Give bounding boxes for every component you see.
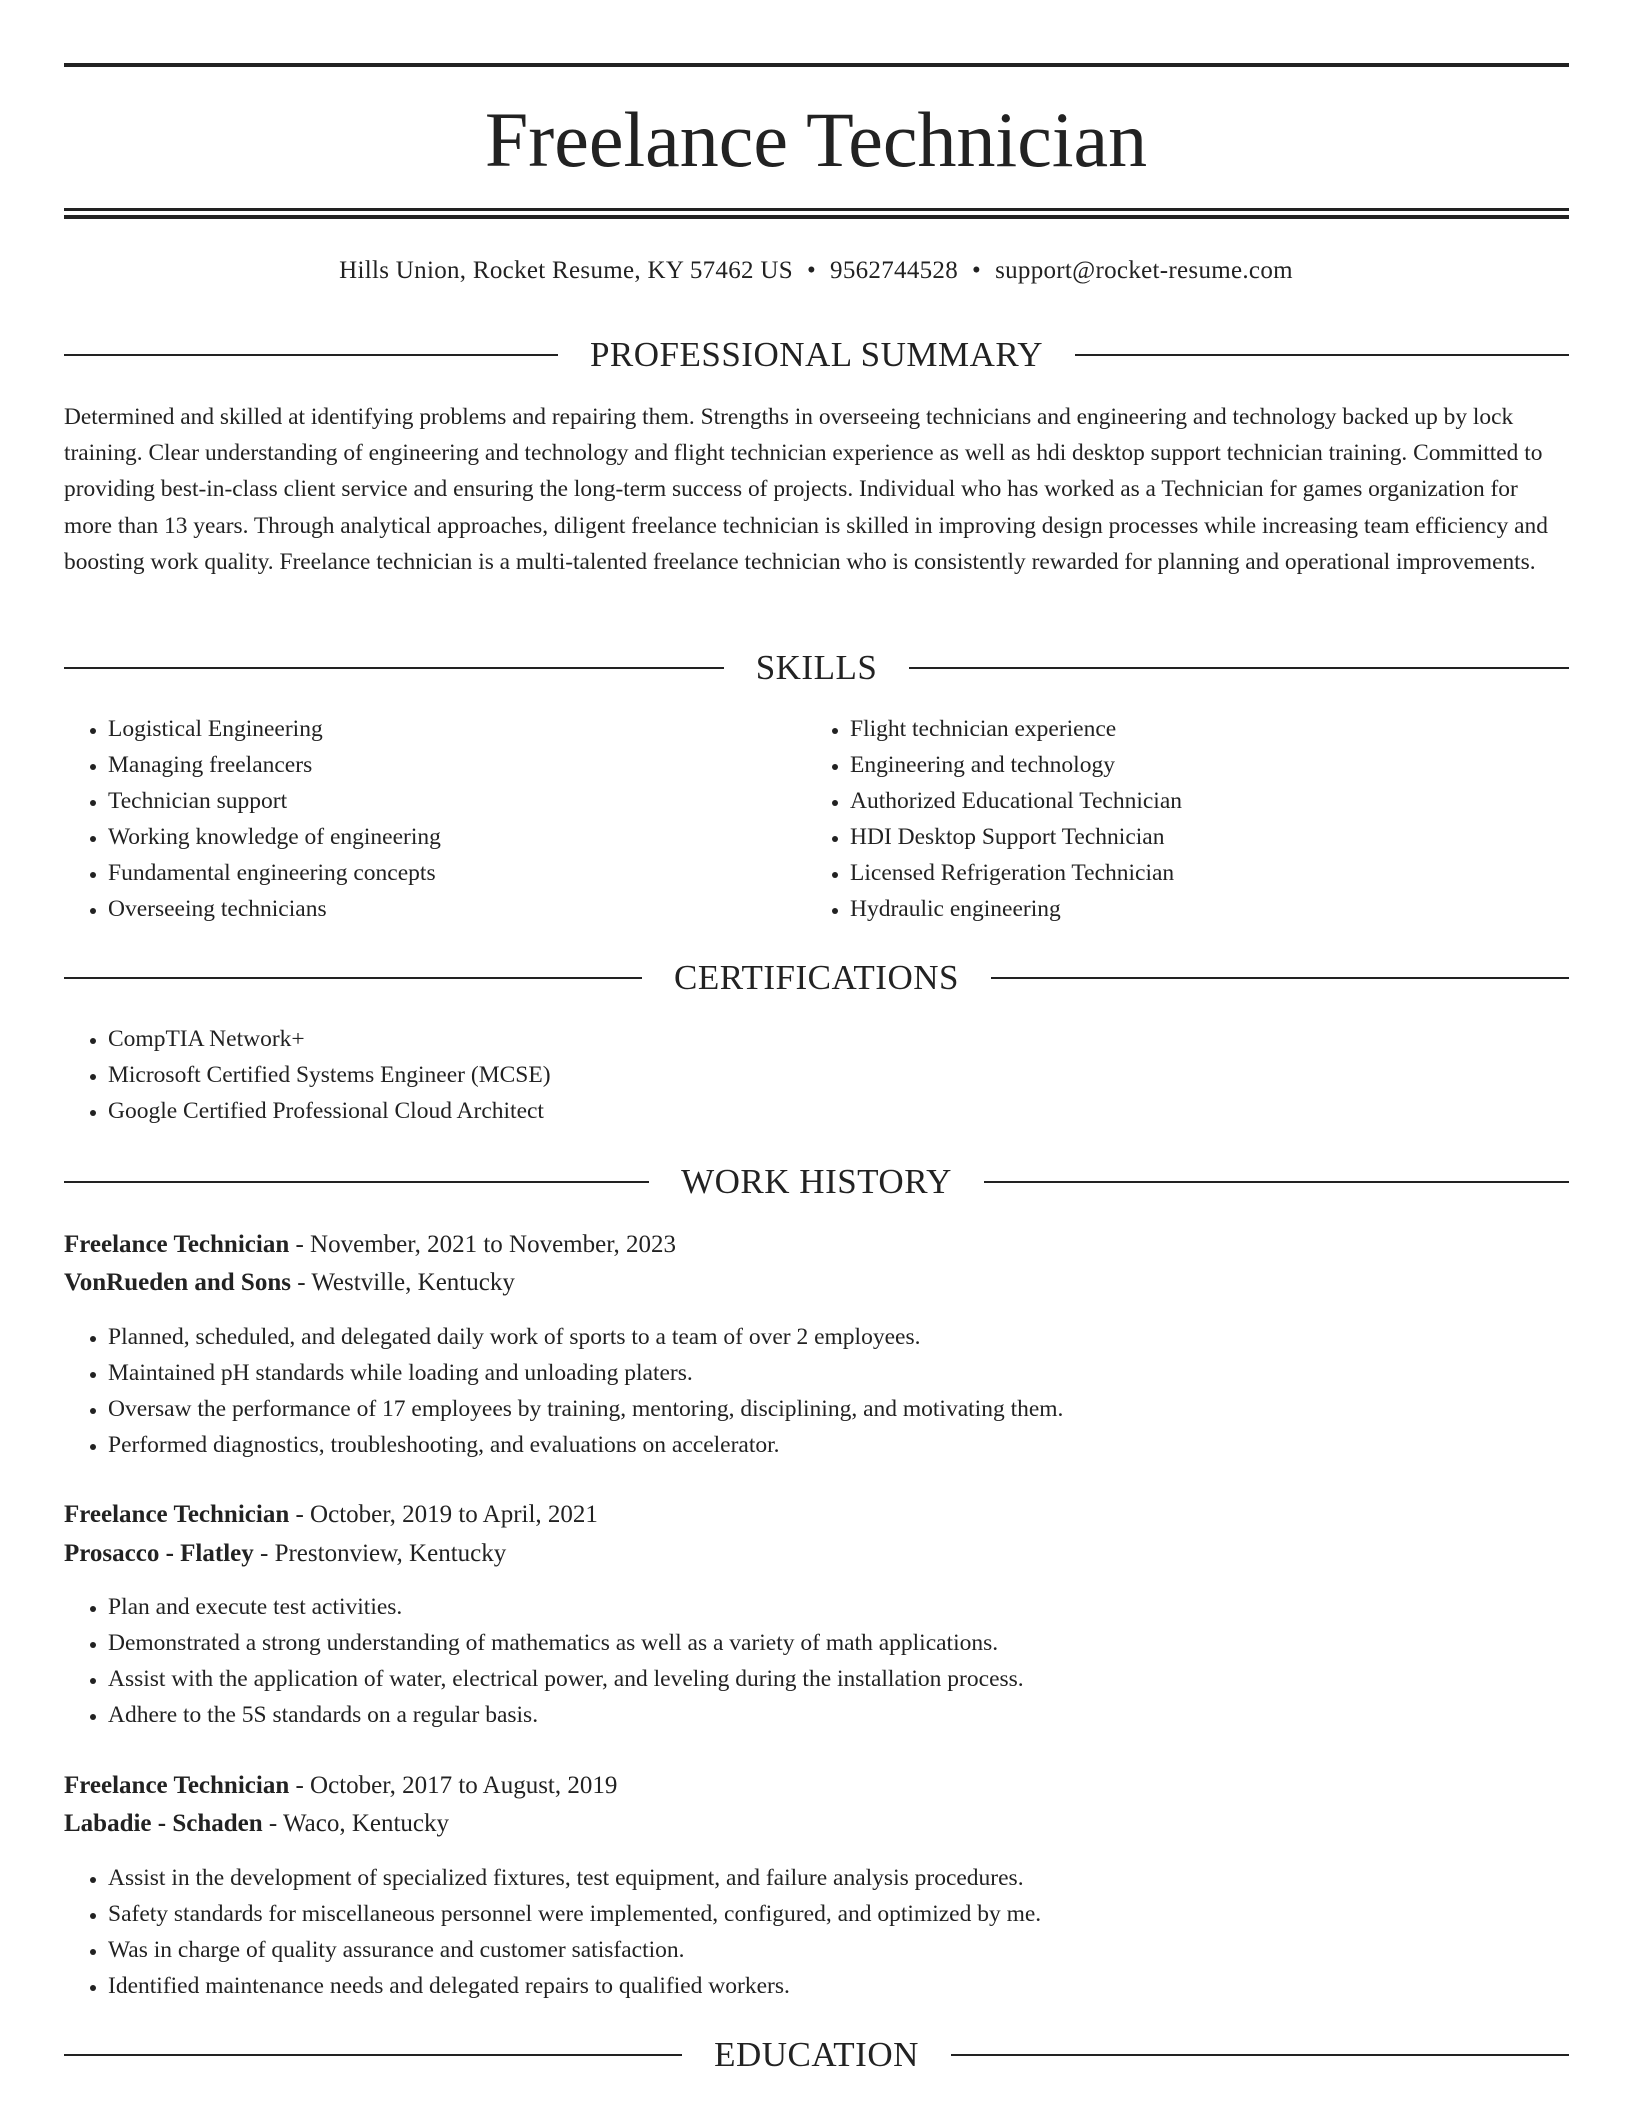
job-dates: - October, 2017 to August, 2019	[289, 1772, 618, 1799]
job-title-line	[64, 1767, 617, 1805]
job-bullet: • Oversaw the performance of 17 employees by training, mentoring, disciplining, and motivating them.	[108, 1391, 1063, 1427]
section-divider	[64, 977, 642, 979]
skill-item: • HDI Desktop Support Technician	[850, 819, 1182, 855]
job-bullet: • Performed diagnostics, troubleshooting, and evaluations on accelerator.	[108, 1427, 1063, 1463]
job-bullet: • Adhere to the 5S standards on a regular basis.	[108, 1697, 1024, 1733]
skill-item: • Technician support	[108, 783, 441, 819]
job-title: Freelance Technician	[64, 1501, 290, 1528]
job-bullet: • Identified maintenance needs and delegated repairs to qualified workers.	[108, 1968, 1041, 2004]
section-divider	[951, 2054, 1569, 2056]
section-divider	[64, 667, 724, 669]
title-rule-lower	[64, 215, 1569, 219]
section-divider	[991, 977, 1569, 979]
section-header-summary	[64, 333, 1569, 377]
section-divider	[1075, 354, 1569, 356]
skill-item: • Authorized Educational Technician	[850, 783, 1182, 819]
job-location: - Westville, Kentucky	[290, 1269, 515, 1296]
section-header-work	[64, 1160, 1569, 1204]
section-header-certifications	[64, 956, 1569, 1000]
top-rule	[64, 63, 1569, 67]
job-title: Freelance Technician	[64, 1772, 290, 1799]
certification-item: • CompTIA Network+	[108, 1021, 551, 1057]
contact-separator: •	[972, 257, 982, 284]
contact-phone: 9562744528	[830, 257, 959, 284]
title-rule-upper	[64, 208, 1569, 211]
certification-item: • Microsoft Certified Systems Engineer (MCSE)	[108, 1057, 551, 1093]
job-company-line	[64, 1805, 449, 1843]
certification-item: • Google Certified Professional Cloud Architect	[108, 1093, 551, 1129]
job-location: - Prestonview, Kentucky	[253, 1540, 507, 1567]
contact-line	[0, 253, 1632, 289]
skills-list-right	[806, 711, 1182, 927]
page-title: Freelance Technician	[484, 96, 1148, 183]
section-title-work: WORK HISTORY	[681, 1162, 952, 1201]
section-header-education	[64, 2033, 1569, 2077]
summary-paragraph: Determined and skilled at identifying problems and repairing them. Strengths in overseeing technicians and engineering and technology backed up by lock training. Clear understanding of engineering and technology and flight technician experience as well as hdi desktop support technician training. Committed to providing best-in-class client service and ensuring the long-term success of projects. Individual who has worked as a Technician for games organization for more than 13 years. Through analytical approaches, diligent freelance technician is skilled in improving design processes while increasing team efficiency and boosting work quality. Freelance technician is a multi-talented freelance technician who is consistently rewarded for planning and operational improvements.	[64, 404, 1548, 575]
skill-item: • Hydraulic engineering	[850, 891, 1182, 927]
section-header-skills	[64, 646, 1569, 690]
job-company-line	[64, 1264, 515, 1302]
section-divider	[64, 2054, 682, 2056]
skill-item: • Working knowledge of engineering	[108, 819, 441, 855]
job-bullet: • Assist with the application of water, electrical power, and leveling during the installation process.	[108, 1661, 1024, 1697]
job-company: Prosacco - Flatley	[64, 1540, 254, 1567]
job-location: - Waco, Kentucky	[262, 1810, 450, 1837]
section-title-summary: PROFESSIONAL SUMMARY	[589, 335, 1044, 374]
job-title-line	[64, 1226, 676, 1264]
section-divider	[909, 667, 1569, 669]
job-bullet: • Planned, scheduled, and delegated daily work of sports to a team of over 2 employees.	[108, 1319, 1063, 1355]
skill-item: • Managing freelancers	[108, 747, 441, 783]
section-title-education: EDUCATION	[714, 2035, 919, 2074]
job-bullet: • Assist in the development of specialized fixtures, test equipment, and failure analysis procedures.	[108, 1860, 1041, 1896]
job-company: VonRueden and Sons	[64, 1269, 291, 1296]
skill-item: • Overseeing technicians	[108, 891, 441, 927]
job-title-line	[64, 1496, 598, 1534]
skill-item: • Flight technician experience	[850, 711, 1182, 747]
certifications-list	[64, 1021, 551, 1129]
job-title: Freelance Technician	[64, 1231, 290, 1258]
job-company: Labadie - Schaden	[64, 1810, 263, 1837]
job-bullet: • Plan and execute test activities.	[108, 1589, 1024, 1625]
job-bullet: • Was in charge of quality assurance and customer satisfaction.	[108, 1932, 1041, 1968]
contact-email[interactable]: support@rocket-resume.com	[995, 257, 1293, 284]
job-bullets	[64, 1860, 1041, 2004]
section-title-certifications: CERTIFICATIONS	[674, 958, 959, 997]
skill-item: • Logistical Engineering	[108, 711, 441, 747]
skills-list-left	[64, 711, 441, 927]
job-dates: - October, 2019 to April, 2021	[289, 1501, 598, 1528]
skill-item: • Licensed Refrigeration Technician	[850, 855, 1182, 891]
contact-separator: •	[806, 257, 817, 284]
job-bullets	[64, 1589, 1024, 1733]
section-divider	[64, 1181, 649, 1183]
job-bullets	[64, 1319, 1063, 1463]
section-divider	[64, 354, 558, 356]
skill-item: • Engineering and technology	[850, 747, 1182, 783]
job-company-line	[64, 1535, 506, 1573]
job-bullet: • Safety standards for miscellaneous personnel were implemented, configured, and optimized by me.	[108, 1896, 1041, 1932]
section-divider	[984, 1181, 1569, 1183]
section-title-skills: SKILLS	[755, 648, 878, 687]
skill-item: • Fundamental engineering concepts	[108, 855, 441, 891]
job-dates: - November, 2021 to November, 2023	[289, 1231, 677, 1258]
contact-address: Hills Union, Rocket Resume, KY 57462 US	[339, 257, 793, 284]
job-bullet: • Maintained pH standards while loading and unloading platers.	[108, 1355, 1063, 1391]
job-bullet: • Demonstrated a strong understanding of mathematics as well as a variety of math applications.	[108, 1625, 1024, 1661]
